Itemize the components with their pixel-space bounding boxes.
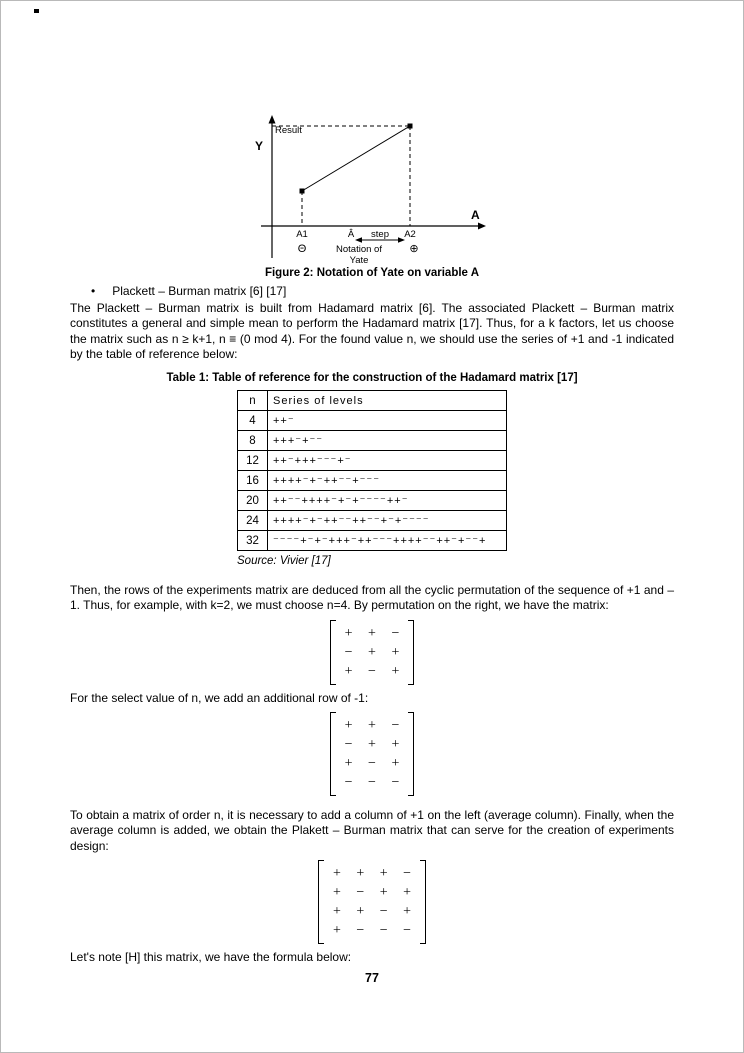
matrix-bracket-right xyxy=(408,712,414,796)
table-row xyxy=(238,531,507,551)
matrix-row: + − + xyxy=(344,756,400,772)
cell-series: ++++⁻+⁻++⁻⁻+⁻⁻⁻ xyxy=(268,471,507,491)
x-axis-label: A xyxy=(471,208,480,222)
bullet-item xyxy=(70,284,674,299)
header-n: n xyxy=(238,391,268,411)
data-line xyxy=(302,126,410,191)
table-row xyxy=(238,431,507,451)
matrix-row: − − − xyxy=(344,775,400,791)
matrix-row: + + − xyxy=(344,718,400,734)
cell-n: 24 xyxy=(238,511,268,531)
data-point-1 xyxy=(300,189,305,194)
page-number: 77 xyxy=(365,971,379,986)
table-row xyxy=(238,491,507,511)
cell-n: 20 xyxy=(238,491,268,511)
cell-n: 32 xyxy=(238,531,268,551)
paragraph-3: For the select value of n, we add an additional row of -1: xyxy=(70,690,369,705)
y-axis-arrow xyxy=(269,115,276,124)
cell-series: ++⁻+++⁻⁻⁻+⁻ xyxy=(268,451,507,471)
cell-series: ++⁻ xyxy=(268,411,507,431)
paragraph-5: Let's note [H] this matrix, we have the formula below: xyxy=(70,949,352,964)
matrix-2 xyxy=(330,712,415,796)
matrix-row: + + − xyxy=(344,625,400,641)
matrix-row: + − + xyxy=(344,663,400,679)
matrix-bracket-right xyxy=(408,620,414,685)
paragraph-2: Then, the rows of the experiments matrix are deduced from all the cyclic permutation of the sequence of +1 and –1. Thus, for example, with k=2, we must choose n=4. By permutation on the right, we have the matrix: xyxy=(70,583,674,613)
table-row xyxy=(238,471,507,491)
tick-a-hat: Â xyxy=(347,229,355,240)
table-row xyxy=(238,411,507,431)
notation-of-yate-line1: Notation of xyxy=(336,244,382,255)
cell-n: 16 xyxy=(238,471,268,491)
bullet-marker: • xyxy=(91,284,96,298)
oplus-symbol: ⊕ xyxy=(409,243,419,255)
cell-series: ++++⁻+⁻++⁻⁻++⁻⁻+⁻+⁻⁻⁻⁻ xyxy=(268,511,507,531)
matrix-row: − + + xyxy=(344,737,400,753)
y-axis-label: Y xyxy=(255,139,264,153)
paragraph-1: The Plackett – Burman matrix is built from Hadamard matrix [6]. The associated Plackett – Burman matrix constitutes a general and simple mean to perform the Hadamard matrix [17]. Thus, for a k factors, let us choose the matrix such as n ≥ k+1, n ≡ (0 mod 4). For the found value n, we should use the series of +1 and -1 indicated by the table of reference below: xyxy=(70,301,674,361)
theta-symbol: Θ xyxy=(297,243,307,255)
result-label: Result xyxy=(275,125,302,136)
table-header-row xyxy=(238,391,507,411)
matrix-3 xyxy=(318,860,426,944)
table-row xyxy=(238,451,507,471)
table-caption: Table 1: Table of reference for the construction of the Hadamard matrix [17] xyxy=(166,372,578,385)
x-axis-arrow xyxy=(478,223,486,230)
stray-mark xyxy=(34,9,39,13)
matrix-1 xyxy=(330,620,415,685)
table-source: Source: Vivier [17] xyxy=(237,555,331,568)
matrix-row: + − + + xyxy=(332,884,412,900)
cell-series: ++⁻⁻++++⁻+⁻+⁻⁻⁻⁻++⁻ xyxy=(268,491,507,511)
table-row xyxy=(238,511,507,531)
paragraph-4: To obtain a matrix of order n, it is necessary to add a column of +1 on the left (average column). Finally, when the average column is added, we obtain the Plakett – Burman matrix that can serve for the creation of experiments design: xyxy=(70,808,674,853)
step-label: step xyxy=(371,229,389,240)
cell-series: +++⁻+⁻⁻ xyxy=(268,431,507,451)
notation-of-yate-line2: Yate xyxy=(349,255,369,265)
matrix-row: + + − + xyxy=(332,903,412,919)
reference-table xyxy=(237,390,507,551)
data-point-2 xyxy=(408,124,413,129)
figure-caption: Figure 2: Notation of Yate on variable A xyxy=(264,267,480,279)
cell-n: 8 xyxy=(238,431,268,451)
matrix-bracket-right xyxy=(420,860,426,944)
header-series: Series of levels xyxy=(268,391,507,411)
matrix-row: − + + xyxy=(344,644,400,660)
cell-n: 4 xyxy=(238,411,268,431)
cell-n: 12 xyxy=(238,451,268,471)
cell-series: ⁻⁻⁻⁻+⁻+⁻+++⁻++⁻⁻⁻++++⁻⁻++⁻+⁻⁻+ xyxy=(268,531,507,551)
tick-a1: A1 xyxy=(296,229,308,240)
tick-a2: A2 xyxy=(404,229,416,240)
figure-2-plot xyxy=(247,113,497,265)
step-arrow-left xyxy=(355,237,362,243)
matrix-row: + − − − xyxy=(332,922,412,938)
bullet-text: Plackett – Burman matrix [6] [17] xyxy=(112,284,287,298)
matrix-row: + + + − xyxy=(332,865,412,881)
reference-table-body xyxy=(238,411,507,551)
figure-2 xyxy=(247,113,497,279)
